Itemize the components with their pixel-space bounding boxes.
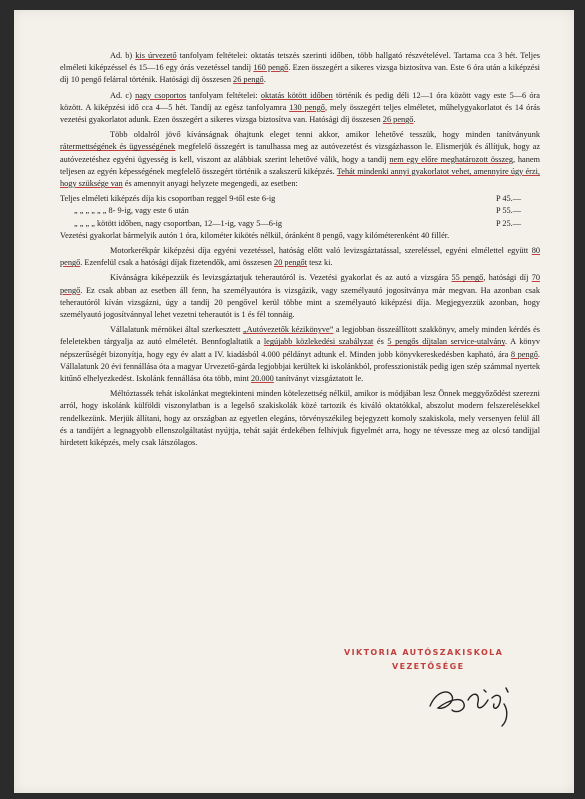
underlined-phrase: kis úrvezető [135, 51, 177, 60]
text-run: . A könyv népszerűségét bizonyítja, hogy egy év alatt a IV. kiadásból 4.000 példányt adtunk el. Minden jobb könyvkereskedésben kapható, ára [60, 337, 540, 359]
text-run: tanfolyam feltételei: [186, 90, 261, 100]
text-run: történik és pedig déli 12—1 óra között vagy este 5—6 óra között. A kiképzési idő cca 4—5 hét. Tandíj az egész tanfolyamra [60, 90, 540, 112]
text-run: tesz ki. [307, 258, 333, 268]
underlined-phrase: 80 pengő [60, 246, 540, 268]
text-run: , mely összegért teljes elméletet, műhelygyakorlatot és 14 órás vezetési gyakorlatot adunk. Ezen összegért a sikeres vizsga biztosítva van. Hatósági díj összesen [60, 102, 541, 125]
underlined-phrase: 8 pengő [510, 349, 538, 359]
underlined-phrase: Tehát mindenki annyi gyakorlatot vehet, amennyire úgy érzi, hogy szüksége van [60, 166, 540, 189]
underlined-phrase: 160 pengő [253, 63, 289, 73]
price-row-description: „ „ „ „ kötött időben, nagy csoportban, 12—1-ig, vagy 5—6-ig [74, 218, 283, 228]
handwritten-signature [422, 670, 522, 730]
underlined-phrase: 5 pengős díjtalan service-utalvány [387, 337, 505, 347]
underlined-phrase: legújabb közlekedési szabályzat [263, 337, 374, 347]
price-row [60, 218, 540, 230]
price-row-amount: P 25.— [496, 218, 522, 228]
text-run: a legjobban összeállított szakkönyv, amely minden kérdés és feleletekben tárgyalja az autó elméletét. Bennfoglaltatik a [60, 325, 541, 347]
text-run: . Ezenfelül csak a hatósági díjak fizetendők, ami összesen [80, 258, 275, 268]
underlined-phrase: nem egy előre meghatározott összeg [389, 154, 514, 164]
text-run: Motorkerékpár kiképzési díja egyéni vezetéssel, hatóság előtt való levizsgáztatással, szereléssel, egyéni elmélettel együtt [110, 246, 532, 256]
text-run: megfelelő összegért is tanulhassa meg az autóvezetést és vizsgázhasson le. Elismerjük és állítjuk, hogy az autóvezetéshez egyéni ügyesség is kell, viszont az alábbiak szerint lehetővé válik, hogy a tandíj [60, 142, 540, 164]
text-run: és amennyit anyagi helyzete megengedi, az esetben: [122, 179, 298, 189]
paragraph [60, 272, 540, 321]
text-run: tanfolyam feltételei: oktatás tetszés szerinti időben, több hallgató részvételével. Tartama cca 3 hét. Teljes elméleti kiképzéssel és 15—16 egy órás vezetéssel tandíj [60, 51, 540, 73]
text-run: Méltóztassék tehát iskolánkat megtekinteni minden kötelezettség nélkül, amikor is módjában lesz Önnek meggyőződést szerezni arról, hogy iskolánk külföldi viszonylatban is a legelső szakiskolák közé tartozik és kiváló oktatókkal, abszolut modern felszerelésekkel rendelkezünk. Merjük állítani, hogy az országban az egyetlen elegáns, törvényszékileg bejegyzett komoly szakiskola, mely versenyen felül áll és a tandíjért a legnagyobb ellenszolgáltatást nyújtja, tehát saját érdekében felhívjuk figyelmét arra, hogy ne tévessze meg az olcsó tandíjjal hirdetett kiképzés, mely csak látszólagos. [60, 389, 540, 448]
underlined-phrase: 70 pengő [60, 273, 540, 295]
paragraph [60, 324, 540, 385]
text-run: Ad. c) [110, 90, 136, 100]
paragraph [60, 388, 540, 449]
text-run: Kívánságra kiképezzük és levizsgáztatjuk teherautóról is. Vezetési gyakorlat és az autó a vizsgára [110, 273, 452, 283]
price-table [60, 193, 540, 242]
text-run: . [413, 115, 416, 125]
text-run: Vállalatunk mérnökei által szerkesztett [110, 325, 243, 335]
underlined-phrase: 20 pengőt [274, 258, 307, 268]
text-run: és [373, 337, 388, 347]
text-run: . Ezen összegért a sikeres vizsga biztosítva van. Este 6 óra után a kiképzési díj 10 pengő felárral történik. Hatósági díj összesen [60, 63, 540, 85]
underlined-phrase: rátermettségének és ügyességének [60, 142, 176, 152]
price-row [60, 193, 540, 205]
price-row [60, 205, 540, 217]
price-row-description: „ „ „ „ „ „ 8- 9-ig, vagy este 6 után [74, 206, 189, 216]
paragraph [60, 245, 540, 269]
underlined-phrase: 20.000 [251, 374, 274, 384]
document-page [14, 10, 574, 793]
management-label: VEZETŐSÉGE [392, 662, 465, 671]
text-run: . Ez csak abban az esetben áll fenn, ha személyautóra is vizsgázik, vagy személyautó jogosítványa már megvan. Ha azonban csak teherautóról kíván vizsgázni, úgy a tandíj 20 pengővel kerül többe mint a személyautó kiképzési díja. Megjegyezzük azonban, hogy személyautó jogosítvánnyal lehet vezetni teherautót is 1 és fél tonnáig. [60, 285, 540, 320]
underlined-phrase: oktatás kötött időben [260, 90, 333, 100]
text-run: . Vállalatunk 20 évi fennállása óta a magyar Urvezető-gárda legjobbjai kerültek ki iskolánkból, professzionisták pedig igen szép számmal nyertek kitűnő elhelyezkedést. Iskolánk fennállása óta több, mint [60, 349, 540, 384]
underlined-phrase: „Autóvezetők kézikönyve” [242, 325, 334, 335]
text-run: , hanem teljesen az egyén képességének megfelelő összegért történik a szakszerű kiképzés. [60, 154, 541, 176]
text-run: , hatósági díj [483, 273, 532, 283]
paragraph [60, 50, 540, 87]
text-run: tanítványt vizsgáztatott le. [273, 374, 364, 384]
price-row-description: Teljes elméleti kiképzés díja kis csoportban reggel 9-től este 6-ig [60, 194, 276, 204]
underlined-phrase: 26 pengő [233, 75, 264, 85]
paragraph [60, 90, 540, 127]
price-note: Vezetési gyakorlat bármelyik autón 1 óra, kilométer kikötés nélkül, óránként 8 pengő, vagy kilóméterenként 40 fillér. [60, 230, 450, 240]
underlined-phrase: 55 pengő [451, 273, 484, 283]
document-body [60, 50, 540, 452]
text-run: Több oldalról jövő kívánságnak óhajtunk eleget tenni akkor, amikor lehetővé tesszük, hogy minden tanítványunk [110, 130, 540, 140]
paragraph [60, 129, 540, 190]
price-row-amount: P 45.— [496, 194, 522, 204]
school-name: VIKTORIA AUTÓSZAKISKOLA [344, 648, 504, 657]
underlined-phrase: nagy csoportos [135, 90, 187, 100]
underlined-phrase: 130 pengő [289, 102, 325, 112]
text-run: . [263, 75, 266, 85]
paragraph-group-2 [60, 245, 540, 449]
price-row-amount: P 55.— [496, 206, 522, 216]
paragraph-group-1 [60, 50, 540, 190]
text-run: Ad. b) [110, 51, 136, 60]
underlined-phrase: 26 pengő [382, 115, 414, 125]
